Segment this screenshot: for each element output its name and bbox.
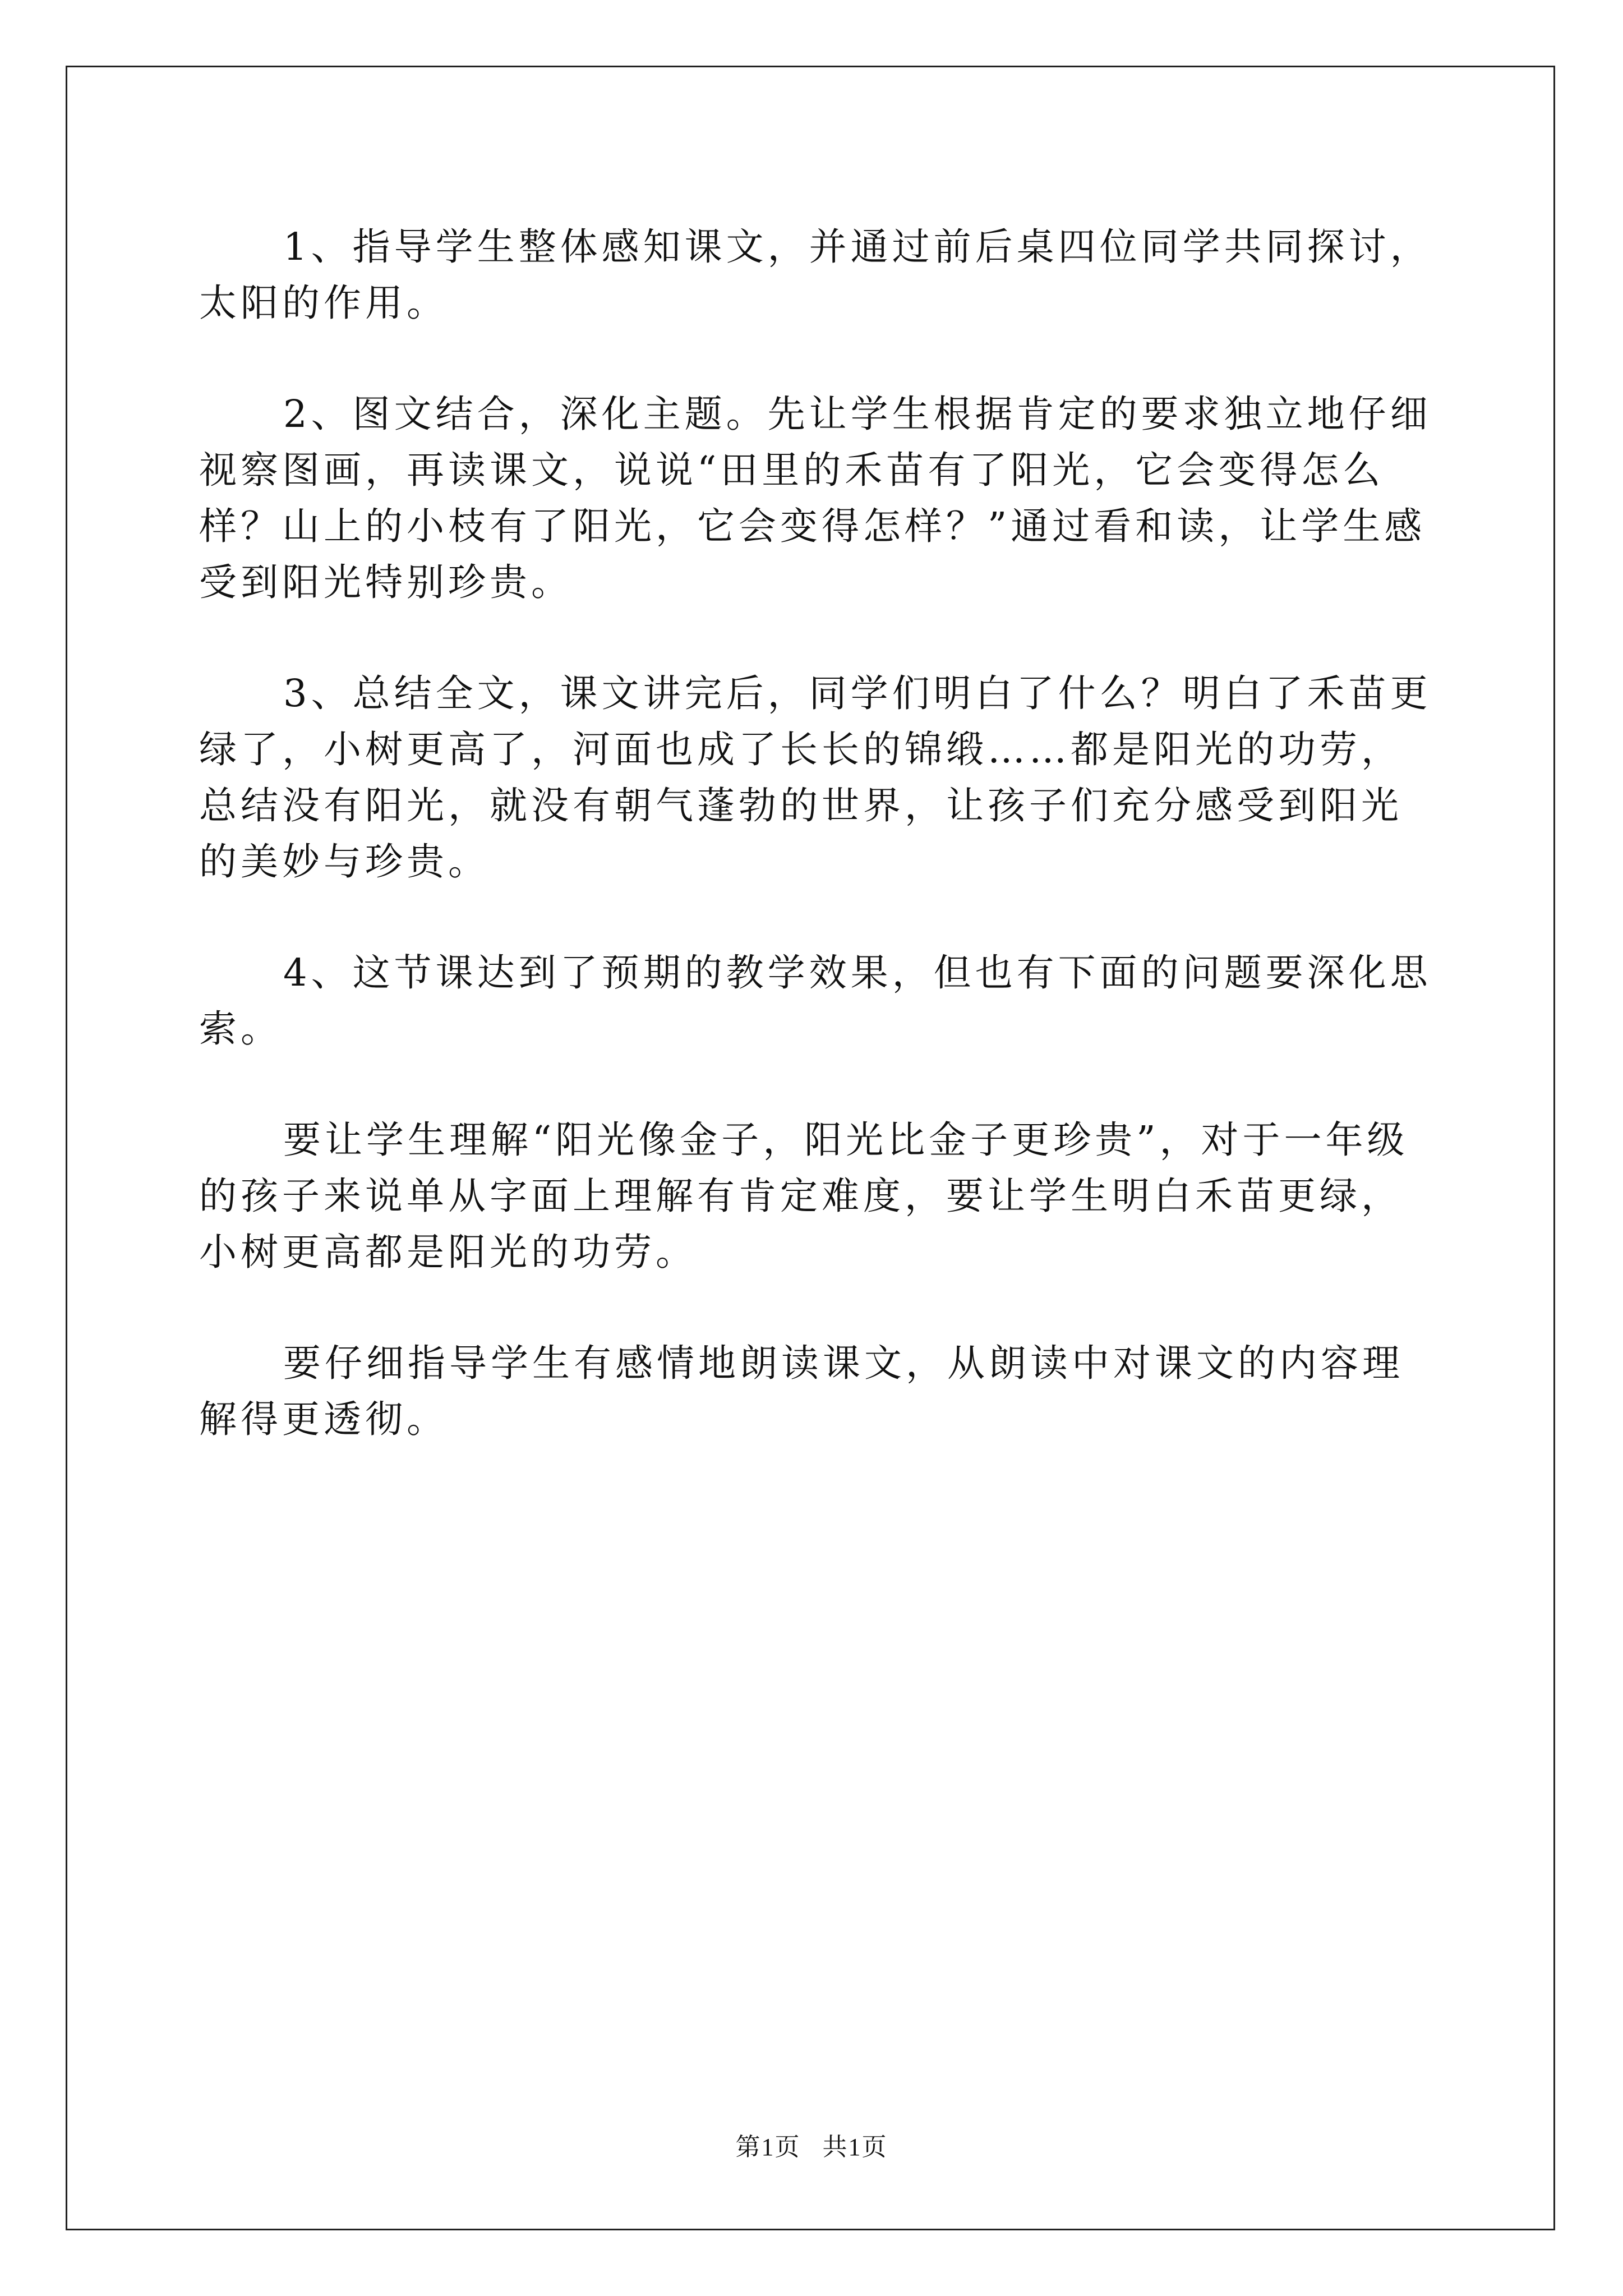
paragraph-6: 要仔细指导学生有感情地朗读课文，从朗读中对课文的内容理解得更透彻。 [199, 1341, 1404, 1441]
page-footer [0, 2131, 1623, 2164]
paragraph-4: 4、这节课达到了预期的教学效果，但也有下面的问题要深化思索。 [199, 951, 1432, 1051]
paragraph-3: 3、总结全文，课文讲完后，同学们明白了什么？明白了禾苗更绿了，小树更高了，河面也成了长长的锦缎……都是阳光的功劳，总结没有阳光，就没有朝气蓬勃的世界，让孩子们充分感受到阳光的美妙与珍贵。 [199, 671, 1432, 884]
paragraph-1: 1、指导学生整体感知课文，并通过前后桌四位同学共同探讨，太阳的作用。 [199, 225, 1432, 325]
page-number-total: 共1页 [822, 2133, 888, 2161]
page-number-current: 第1页 [735, 2133, 801, 2161]
paragraph-2: 2、图文结合，深化主题。先让学生根据肯定的要求独立地仔细视察图画，再读课文，说说“田里的禾苗有了阳光，它会变得怎么样？山上的小枝有了阳光，它会变得怎样？”通过看和读，让学生感受到阳光特别珍贵。 [199, 392, 1432, 604]
paragraph-5: 要让学生理解“阳光像金子，阳光比金子更珍贵”，对于一年级的孩子来说单从字面上理解有肯定难度，要让学生明白禾苗更绿，小树更高都是阳光的功劳。 [199, 1118, 1409, 1274]
document-body [199, 219, 1436, 1502]
